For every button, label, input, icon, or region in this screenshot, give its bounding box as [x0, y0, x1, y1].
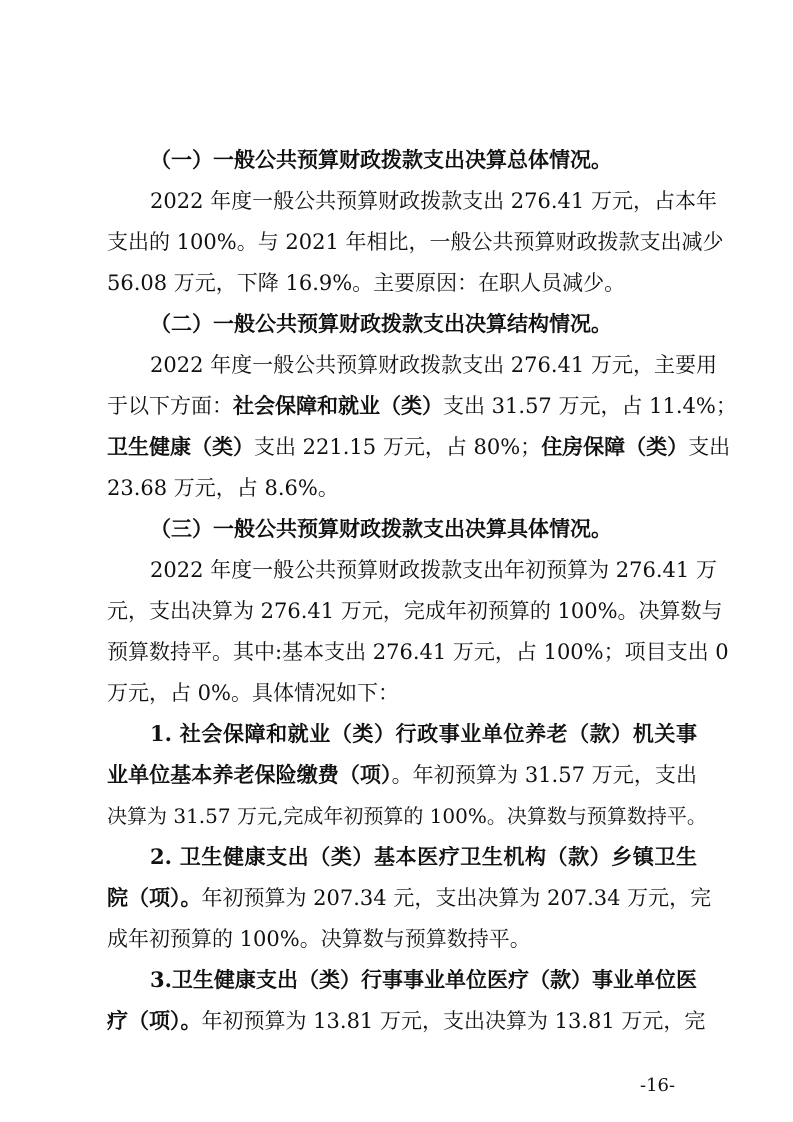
item-2-title-end: 院（项）。 [107, 885, 202, 910]
category-housing: 住房保障（类） [541, 434, 689, 459]
item-1-line-1: 1. 社会保障和就业（类）行政事业单位养老（款）机关事 [150, 721, 697, 746]
item-2-line-1: 2. 卫生健康支出（类）基本医疗卫生机构（款）乡镇卫生 [150, 844, 697, 869]
paragraph-1-line-2: 支出的 100%。与 2021 年相比，一般公共预算财政拨款支出减少 [107, 230, 724, 254]
paragraph-2-line-1: 2022 年度一般公共预算财政拨款支出 276.41 万元，主要用 [150, 353, 717, 377]
section-heading-1: （一）一般公共预算财政拨款支出决算总体情况。 [150, 147, 612, 172]
paragraph-3-line-1: 2022 年度一般公共预算财政拨款支出年初预算为 276.41 万 [150, 558, 717, 582]
text-segment: 支出 221.15 万元，占 80%； [254, 435, 542, 459]
item-2-line-2 [107, 883, 712, 913]
page-number: -16- [640, 1075, 676, 1096]
text-segment: 于以下方面： [107, 394, 233, 418]
section-heading-3: （三）一般公共预算财政拨款支出决算具体情况。 [150, 516, 612, 541]
text-segment: 年初预算为 207.34 元，支出决算为 207.34 万元，完 [201, 886, 712, 910]
item-1-line-2 [107, 760, 697, 790]
section-heading-2: （二）一般公共预算财政拨款支出决算结构情况。 [150, 311, 612, 336]
category-health: 卫生健康（类） [107, 434, 254, 459]
paragraph-3-line-3: 预算数持平。其中:基本支出 276.41 万元，占 100%；项目支出 0 [107, 640, 729, 664]
category-social-security: 社会保障和就业（类） [233, 393, 443, 418]
text-segment: 年初预算为 13.81 万元，支出决算为 13.81 万元，完 [201, 1009, 706, 1033]
paragraph-3-line-2: 元，支出决算为 276.41 万元，完成年初预算的 100%。决算数与 [107, 599, 723, 623]
paragraph-2-line-2 [107, 391, 737, 421]
text-segment: 支出 31.57 万元，占 11.4%； [443, 394, 737, 418]
paragraph-1-line-1: 2022 年度一般公共预算财政拨款支出 276.41 万元，占本年 [150, 189, 717, 213]
item-1-line-3: 决算为 31.57 万元,完成年初预算的 100%。决算数与预算数持平。 [107, 804, 707, 828]
item-2-line-3: 成年初预算的 100%。决算数与预算数持平。 [107, 927, 531, 951]
paragraph-1-line-3: 56.08 万元，下降 16.9%。主要原因：在职人员减少。 [107, 271, 626, 295]
item-3-line-1: 3.卫生健康支出（类）行事事业单位医疗（款）事业单位医 [150, 967, 697, 992]
paragraph-3-line-4: 万元，占 0%。具体情况如下： [107, 681, 399, 705]
text-segment: 。年初预算为 31.57 万元，支出 [391, 763, 697, 787]
item-3-line-2 [107, 1006, 706, 1036]
paragraph-2-line-4: 23.68 万元，占 8.6%。 [107, 476, 339, 500]
item-1-title-end: 业单位基本养老保险缴费（项） [107, 762, 392, 787]
paragraph-2-line-3 [107, 432, 731, 462]
item-3-title-end: 疗（项）。 [107, 1008, 202, 1033]
text-segment: 支出 [688, 435, 731, 459]
